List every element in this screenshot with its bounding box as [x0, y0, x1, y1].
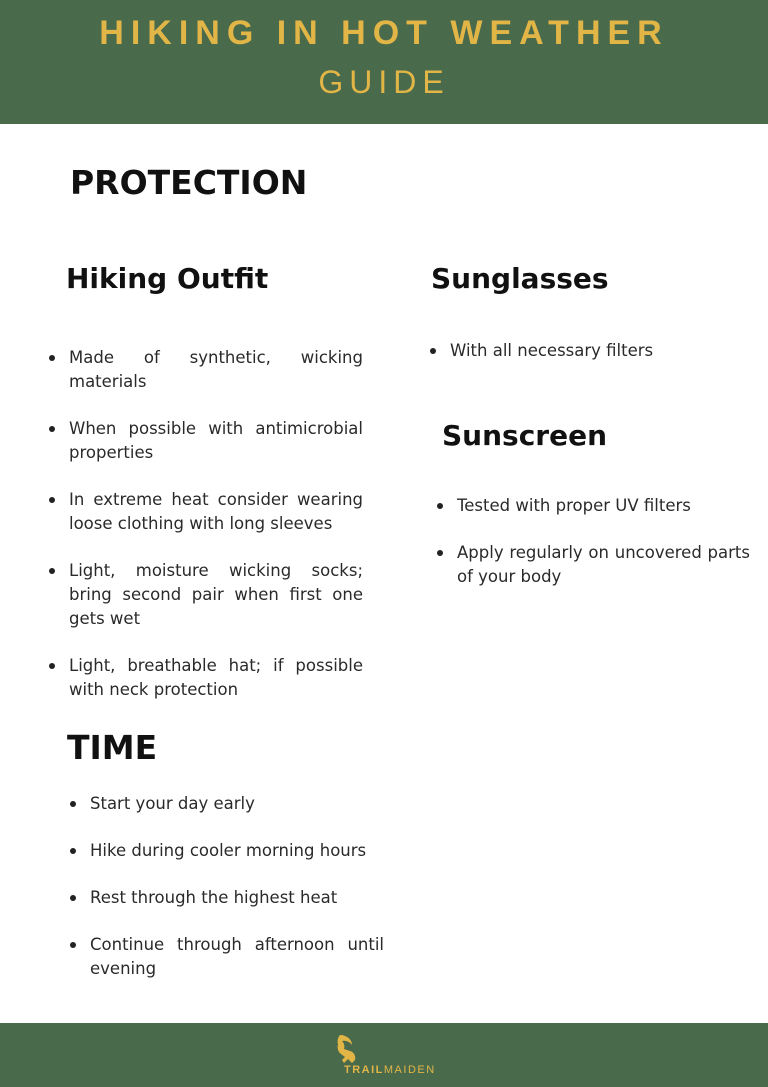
hiking-outfit-list: [47, 346, 363, 725]
list-item: Light, moisture wicking socks; bring second pair when first one gets wet: [47, 559, 363, 631]
list-item: Start your day early: [68, 792, 384, 816]
list-item: When possible with antimicrobial properties: [47, 417, 363, 465]
subsection-title-hiking-outfit: Hiking Outfit: [66, 262, 269, 295]
sunscreen-list: [435, 494, 750, 612]
list-item: Continue through afternoon until evening: [68, 933, 384, 981]
page-title: HIKING IN HOT WEATHER: [99, 14, 669, 52]
list-item: With all necessary filters: [428, 339, 728, 363]
section-title-protection: PROTECTION: [70, 163, 308, 202]
logo-wordmark: TRAILMAIDEN: [344, 1064, 436, 1076]
list-item: Rest through the highest heat: [68, 886, 384, 910]
footer-banner: [0, 1023, 768, 1087]
trailmaiden-logo: [330, 1033, 450, 1079]
list-item: Light, breathable hat; if possible with neck protection: [47, 654, 363, 702]
sunglasses-list: [428, 339, 728, 386]
subsection-title-sunscreen: Sunscreen: [442, 419, 608, 452]
list-item: Apply regularly on uncovered parts of your body: [435, 541, 750, 589]
subsection-title-sunglasses: Sunglasses: [431, 262, 609, 295]
list-item: In extreme heat consider wearing loose clothing with long sleeves: [47, 488, 363, 536]
time-list: [68, 792, 384, 1004]
list-item: Hike during cooler morning hours: [68, 839, 384, 863]
section-title-time: TIME: [67, 728, 158, 767]
page-subtitle: GUIDE: [318, 64, 450, 100]
list-item: Made of synthetic, wicking materials: [47, 346, 363, 394]
list-item: Tested with proper UV filters: [435, 494, 750, 518]
header-banner: [0, 0, 768, 124]
